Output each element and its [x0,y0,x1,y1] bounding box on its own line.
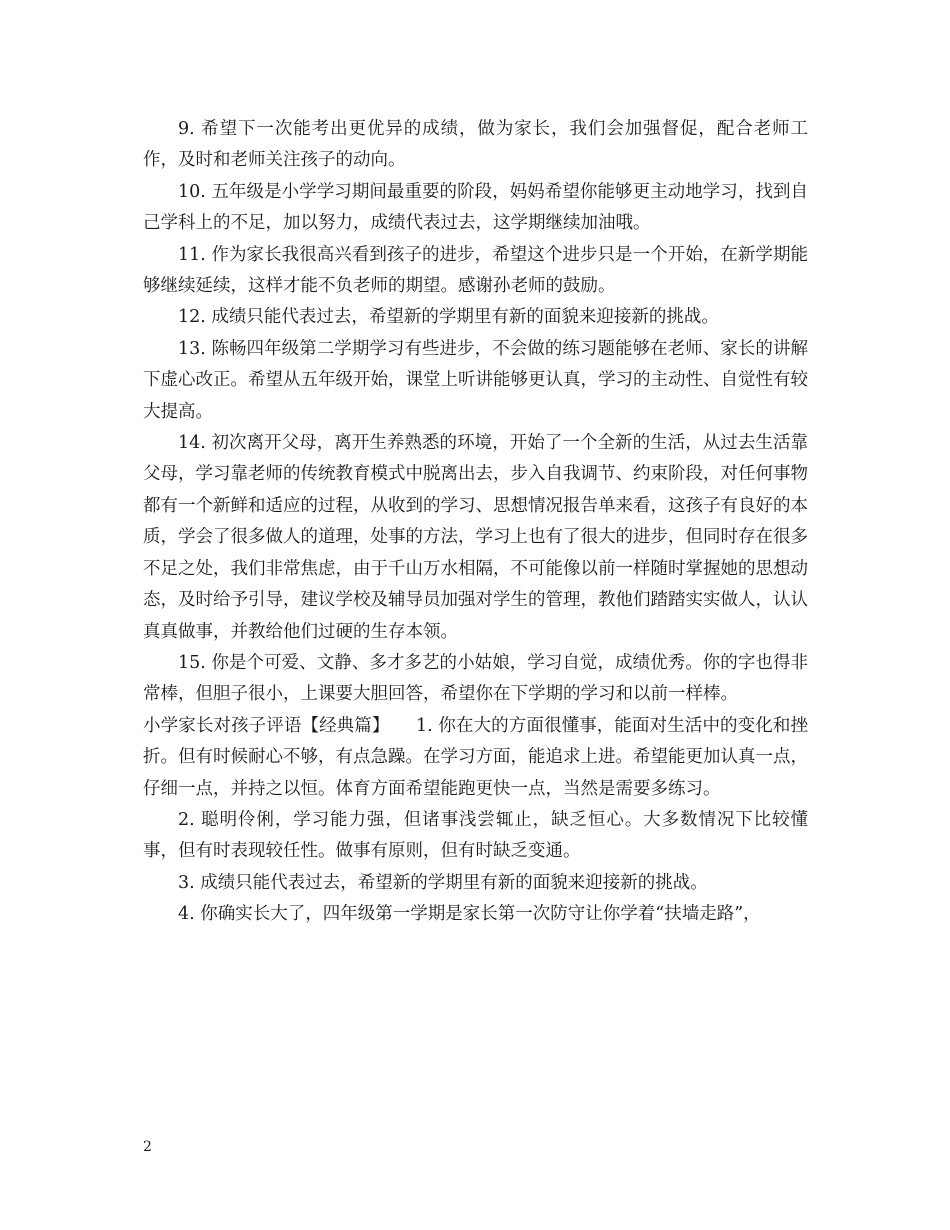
page-number: 2 [143,1139,152,1155]
document-body [143,114,808,931]
paragraph-item-4: 4. 你确实长大了，四年级第一学期是家长第一次防守让你学着“扶墙走路”， [178,904,761,925]
paragraph-item-2: 2. 聪明伶俐，学习能力强，但诸事浅尝辄止，缺乏恒心。大多数情况下比较懂事，但有时表现较任性。做事有原则，但有时缺乏变通。 [143,809,808,862]
section-heading-paragraph: 小学家长对孩子评语【经典篇】 1. 你在大的方面很懂事，能面对生活中的变化和挫折。但有时候耐心不够，有点急躁。在学习方面，能追求上进。希望能更加认真一点，仔细一点，并持之以恒。体育方面希望能跑更快一点，当然是需要多练习。 [143,715,808,799]
paragraph-item-9: 9. 希望下一次能考出更优异的成绩，做为家长，我们会加强督促，配合老师工作，及时和老师关注孩子的动向。 [143,119,808,171]
paragraph-item-3: 3. 成绩只能代表过去，希望新的学期里有新的面貌来迎接新的挑战。 [178,872,708,893]
paragraph-item-11: 11. 作为家长我很高兴看到孩子的进步，希望这个进步只是一个开始，在新学期能够继续延续，这样才能不负老师的期望。感谢孙老师的鼓励。 [143,244,808,297]
paragraph-item-12: 12. 成绩只能代表过去，希望新的学期里有新的面貌来迎接新的挑战。 [178,307,719,328]
paragraph-item-13: 13. 陈畅四年级第二学期学习有些进步，不会做的练习题能够在老师、家长的讲解下虚心改正。希望从五年级开始，课堂上听讲能够更认真，学习的主动性、自觉性有较大提高。 [143,338,808,422]
paragraph-item-10: 10. 五年级是小学学习期间最重要的阶段，妈妈希望你能够更主动地学习，找到自己学科上的不足，加以努力，成绩代表过去，这学期继续加油哦。 [143,181,808,234]
paragraph-item-14: 14. 初次离开父母，离开生养熟悉的环境，开始了一个全新的生活，从过去生活靠父母，学习靠老师的传统教育模式中脱离出去，步入自我调节、约束阶段，对任何事物都有一个新鲜和适应的过程，从收到的学习、思想情况报告单来看，这孩子有良好的本质，学会了很多做人的道理，处事的方法，学习上也有了很大的进步，但同时存在很多不足之处，我们非常焦虑，由于千山万水相隔，不可能像以前一样随时掌握她的思想动态，及时给予引导，建议学校及辅导员加强对学生的管理，教他们踏踏实实做人，认认真真做事，并教给他们过硬的生存本领。 [143,433,808,642]
paragraph-item-15: 15. 你是个可爱、文静、多才多艺的小姑娘，学习自觉，成绩优秀。你的字也得非常棒，但胆子很小，上课要大胆回答，希望你在下学期的学习和以前一样棒。 [143,652,808,705]
